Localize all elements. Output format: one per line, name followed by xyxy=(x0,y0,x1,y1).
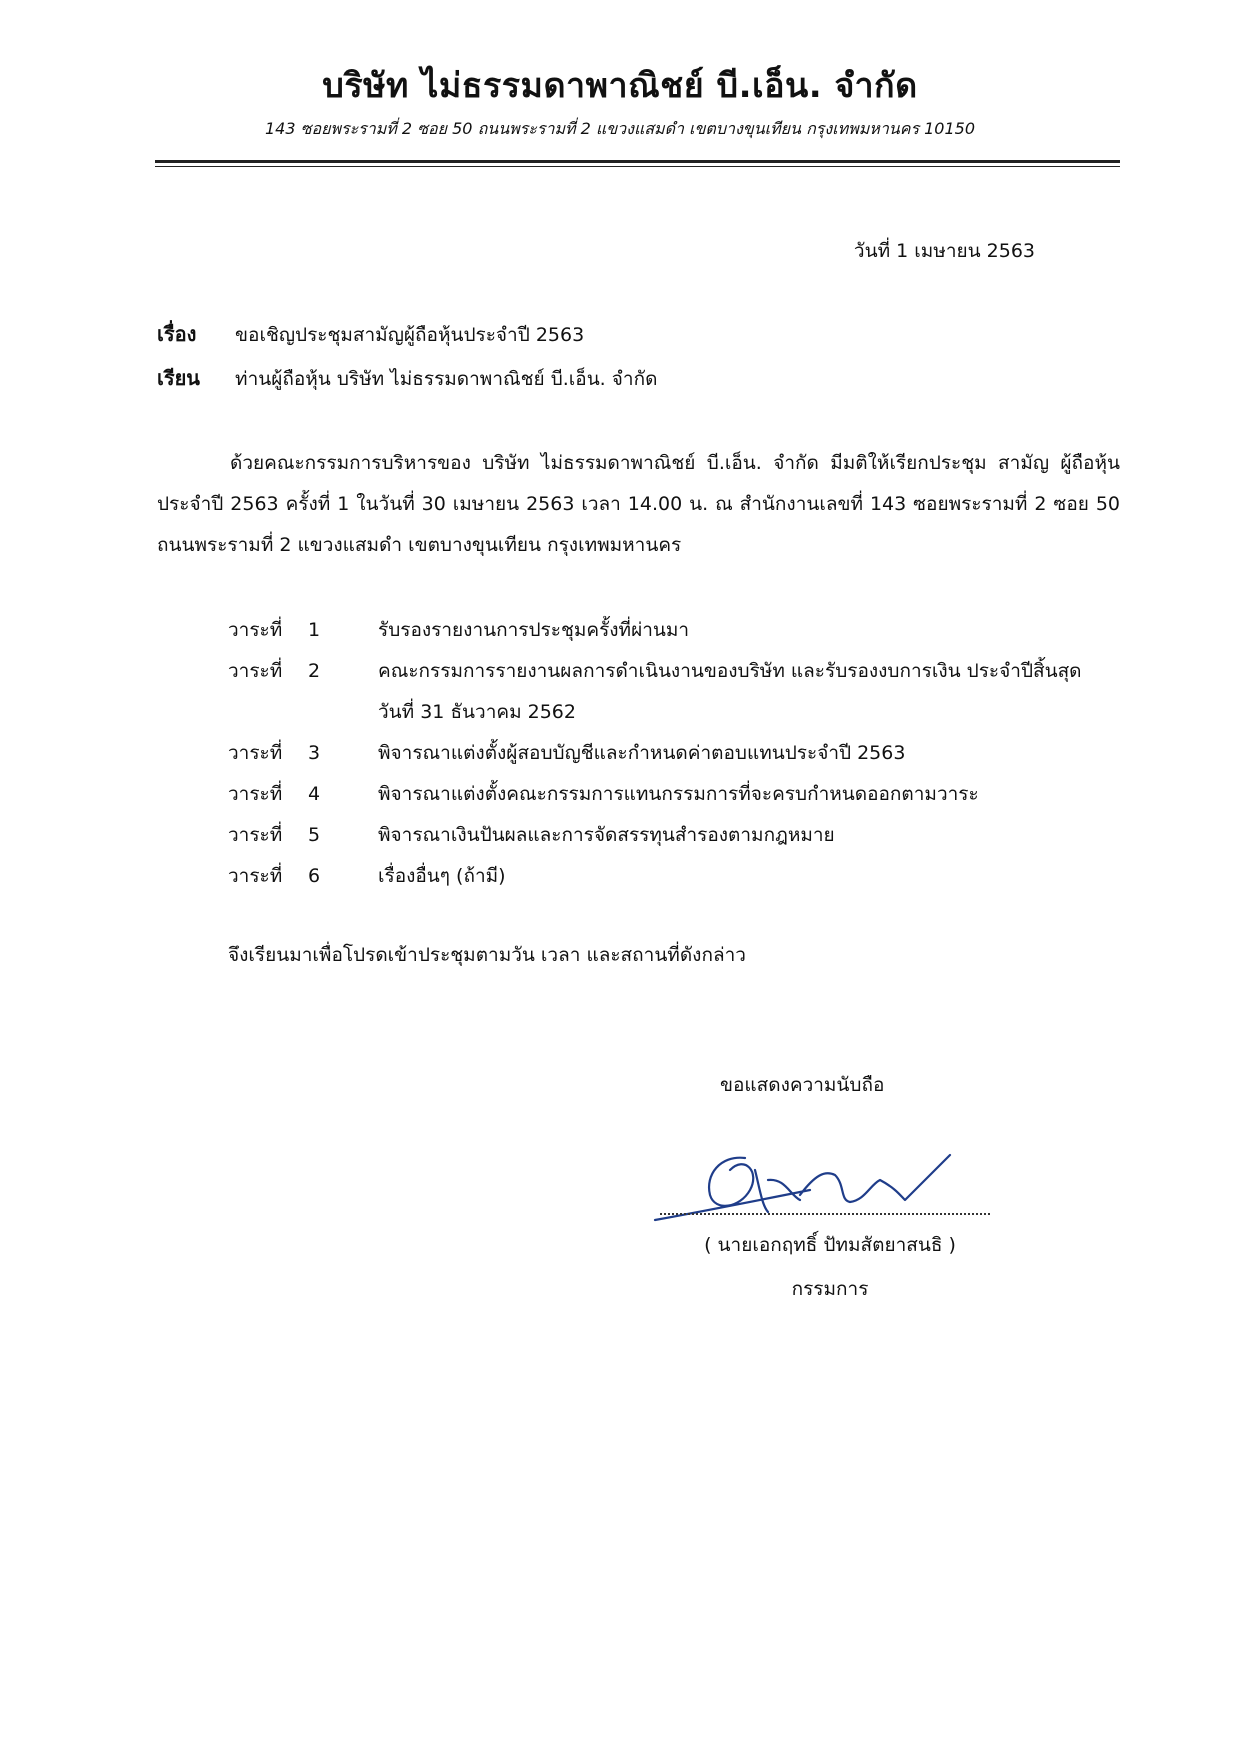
subject-label: เรื่อง xyxy=(157,322,197,346)
agenda-item-number: 2 xyxy=(308,660,321,682)
agenda-item-number: 3 xyxy=(308,742,321,764)
company-address: 143 ซอยพระรามที่ 2 ซอย 50 ถนนพระรามที่ 2 แขวงแสมดำ เขตบางขุนเทียน กรุงเทพมหานคร 10150 xyxy=(264,119,976,138)
subject-value: ขอเชิญประชุมสามัญผู้ถือหุ้นประจำปี 2563 xyxy=(235,324,585,346)
signer-title: กรรมการ xyxy=(791,1278,869,1300)
header-rule-thick xyxy=(155,160,1120,163)
agenda-item-text: พิจารณาเงินปันผลและการจัดสรรทุนสำรองตามกฎหมาย xyxy=(378,824,835,846)
agenda-item-label: วาระที่ xyxy=(228,783,283,805)
agenda-item xyxy=(228,774,1108,815)
agenda-item-label: วาระที่ xyxy=(228,824,283,846)
agenda-list xyxy=(228,610,1108,897)
company-name: บริษัท ไม่ธรรมดาพาณิชย์ บี.เอ็น. จำกัด xyxy=(322,66,918,106)
body-paragraph: ด้วยคณะกรรมการบริหารของ บริษัท ไม่ธรรมดาพาณิชย์ บี.เอ็น. จำกัด มีมติให้เรียกประชุม สามัญ ผู้ถือหุ้นประจำปี 2563 ครั้งที่ 1 ในวันที่ 30 เมษายน 2563 เวลา 14.00 น. ณ สำนักงานเลขที่ 143 ซอยพระรามที่ 2 ซอย 50 ถนนพระรามที่ 2 แขวงแสมดำ เขตบางขุนเทียน กรุงเทพมหานคร xyxy=(157,452,1120,556)
agenda-item-number: 4 xyxy=(308,783,321,805)
signer-name: ( นายเอกฤทธิ์ ปัทมสัตยาสนธิ ) xyxy=(704,1234,956,1256)
agenda-item xyxy=(228,815,1108,856)
agenda-item-label: วาระที่ xyxy=(228,619,283,641)
agenda-item-text: พิจารณาแต่งตั้งคณะกรรมการแทนกรรมการที่จะครบกำหนดออกตามวาระ xyxy=(378,783,979,805)
agenda-item-label: วาระที่ xyxy=(228,742,283,764)
agenda-item-number: 1 xyxy=(308,619,321,641)
signature-mark xyxy=(650,1140,1000,1230)
closing-sentence: จึงเรียนมาเพื่อโปรดเข้าประชุมตามวัน เวลา และสถานที่ดังกล่าว xyxy=(228,944,746,966)
agenda-item-label: วาระที่ xyxy=(228,660,283,682)
agenda-item-text: พิจารณาแต่งตั้งผู้สอบบัญชีและกำหนดค่าตอบแทนประจำปี 2563 xyxy=(378,742,906,764)
regards-line: ขอแสดงความนับถือ xyxy=(720,1074,885,1096)
recipient-row xyxy=(157,362,657,394)
subject-row xyxy=(157,318,584,350)
recipient-value: ท่านผู้ถือหุ้น บริษัท ไม่ธรรมดาพาณิชย์ บี.เอ็น. จำกัด xyxy=(235,368,658,390)
agenda-item xyxy=(228,733,1108,774)
agenda-item-text: รับรองรายงานการประชุมครั้งที่ผ่านมา xyxy=(378,619,690,641)
agenda-item-text: เรื่องอื่นๆ (ถ้ามี) xyxy=(378,865,506,887)
agenda-item xyxy=(228,651,1108,733)
letter-date: วันที่ 1 เมษายน 2563 xyxy=(853,240,1035,262)
agenda-item-number: 5 xyxy=(308,824,321,846)
agenda-item-label: วาระที่ xyxy=(228,865,283,887)
header-rule-thin xyxy=(155,166,1120,167)
agenda-item-text: คณะกรรมการรายงานผลการดำเนินงานของบริษัท และรับรองงบการเงิน ประจำปีสิ้นสุด วันที่ 31 ธันวาคม 2562 xyxy=(378,660,1082,723)
agenda-item xyxy=(228,856,1108,897)
recipient-label: เรียน xyxy=(157,366,200,390)
agenda-item xyxy=(228,610,1108,651)
signature-line xyxy=(660,1213,990,1215)
signature-stroke xyxy=(655,1155,950,1220)
agenda-item-number: 6 xyxy=(308,865,321,887)
